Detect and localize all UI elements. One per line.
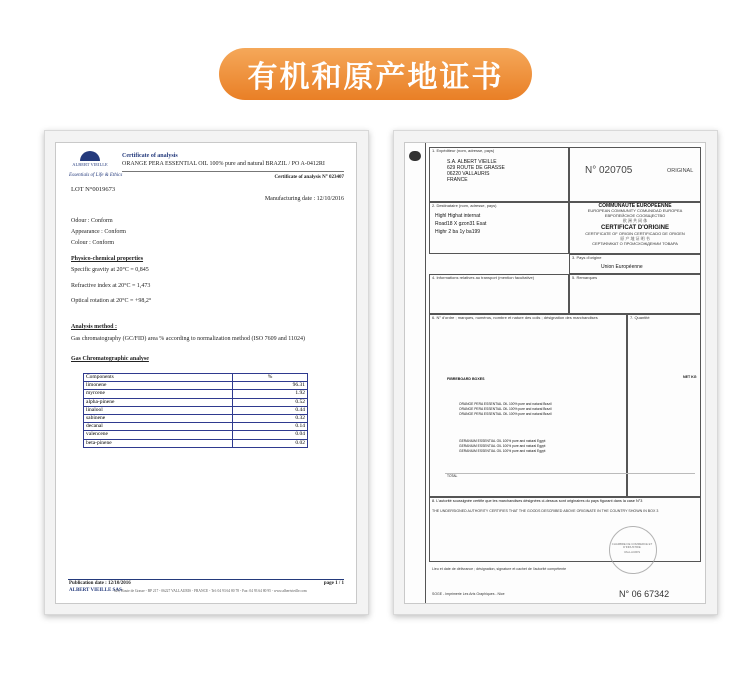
table-row (84, 406, 308, 414)
component-name: myrcene (84, 390, 233, 398)
box7-label: 7. Quantité (630, 315, 650, 320)
logo-subtitle: Essentials of Life & Ethics (69, 173, 123, 178)
product-name: ORANGE PERA ESSENTIAL OIL 100% pure and natural BRAZIL / PO A-0412RI (122, 161, 325, 167)
footer-company: ALBERT VIEILLE SAS (69, 588, 122, 593)
component-name: linalool (84, 406, 233, 414)
page-number: page 1 / 1 (323, 581, 344, 586)
total-rule (445, 473, 695, 474)
logo-name: ALBERT VIEILLE (72, 162, 108, 167)
certificate-line: CERTIFICATE OF ORIGIN CERTIFICADO DE ORIGEN (585, 231, 685, 236)
odour: Odour : Conform (71, 218, 113, 224)
table-row (84, 423, 308, 431)
left-strip (405, 143, 426, 603)
component-value: 0.52 (233, 398, 308, 406)
method-heading: Analysis method : (71, 324, 118, 330)
origin-country: Union Européenne (601, 264, 643, 270)
footer-address: 629, Route de Grasse - BP 217 - 06227 VALLAURIS - FRANCE - Tel: 04 93 64 80 78 - Fax: 04 93 64 80 95 - www.albertvieille.com (114, 588, 307, 593)
serial-number-top: N° 020705 (585, 165, 633, 176)
box-quantity (627, 314, 701, 497)
place-date-label: Lieu et date de délivrance ; désignation, signature et cachet de l'autorité compétente (432, 567, 567, 571)
component-name: alpha-pinene (84, 398, 233, 406)
community-line: EUROPEAN COMMUNITY COMUNIDAD EUROPEA (587, 208, 683, 213)
goods-line: ORANGE PERA ESSENTIAL OIL 100% pure and natural Brazil (459, 407, 552, 411)
consignee-line: Highl Highat internat (435, 213, 481, 219)
table-row (84, 414, 308, 422)
component-value: 0.14 (233, 423, 308, 431)
serial-number-bottom: N° 06 67342 (619, 589, 670, 599)
method-text: Gas chromatography (GC/FID) area % according to normalization method (ISO 7609 and 11024) (71, 336, 306, 342)
box4-label: 4. Informations relatives au transport (mention facultative) (432, 275, 535, 280)
components-table (83, 373, 308, 448)
component-value: 0.04 (233, 431, 308, 439)
sender-line: FRANCE (447, 177, 468, 183)
appearance: Appearance : Conform (71, 229, 126, 235)
component-name: limonene (84, 382, 233, 390)
component-value: 0.02 (233, 439, 308, 447)
goods-line: ORANGE PERA ESSENTIAL OIL 100% pure and natural Brazil (459, 412, 552, 416)
certificate-line: 原 产 地 证 明 书 (620, 236, 650, 241)
lot-number: LOT N°0019673 (71, 186, 116, 193)
component-name: decanal (84, 423, 233, 431)
goods-line: GERANIUM ESSENTIAL OIL 100% pure and natural Egypt (459, 439, 546, 443)
table-row (84, 390, 308, 398)
printer-line: SOGE - Imprimerie Les Arts Graphiques - Nice (432, 592, 505, 596)
box1-label: 1. Expéditeur (nom, adresse, pays) (432, 148, 495, 153)
company-logo (69, 151, 111, 171)
consignee-line: Road18 X gzon31 Esat (435, 221, 487, 227)
component-name: sabinene (84, 414, 233, 422)
table-row (84, 431, 308, 439)
stamp-text: CHAMBRE DE COMMERCE ET D'INDUSTRIE (611, 542, 653, 550)
publication-date: Publication date : 12/10/2016 (69, 581, 131, 586)
net-kg-label: NET KG (683, 375, 697, 379)
table-header-row (84, 374, 308, 382)
table-row (84, 439, 308, 447)
component-value: 0.32 (233, 414, 308, 422)
goods-line: GERANIUM ESSENTIAL OIL 100% pure and natural Egypt (459, 449, 546, 453)
manufacturing-date: Manufacturing date : 12/10/2016 (264, 196, 344, 202)
table-row (84, 382, 308, 390)
consignee-line: Highr 2 ba 1y ba199 (435, 229, 481, 235)
goods-line: GERANIUM ESSENTIAL OIL 100% pure and natural Egypt (459, 444, 546, 448)
banner-title: 有机和原产地证书 (247, 60, 504, 95)
box5-label: 5. Remarques (572, 275, 598, 280)
stamp-city: VALLAURIS (623, 550, 641, 554)
certificate-line: СЕРТИФИКАТ О ПРОИСХОЖДЕНИИ ТОВАРА (592, 241, 678, 246)
cci-logo (409, 151, 421, 161)
box-certification (429, 497, 701, 562)
box6-label: 6. N° d'ordre ; marques, numéros, nombre et nature des colis ; désignation des marchandises (432, 315, 598, 320)
colour: Colour : Conform (71, 240, 114, 246)
physico-heading: Physico-chemical properties (71, 256, 144, 262)
component-name: beta-pinene (84, 439, 233, 447)
community-title: COMMUNAUTE EUROPEENNE (598, 203, 672, 209)
community-line: 欧 洲 共 同 体 (622, 218, 648, 223)
goods-line: ORANGE PERA ESSENTIAL OIL 100% pure and natural Brazil (459, 402, 552, 406)
original-label: ORIGINAL (667, 168, 694, 174)
sender-line: S.A. ALBERT VIEILLE (447, 159, 497, 165)
component-name: valencene (84, 431, 233, 439)
refractive-index: Refractive index at 20°C = 1,473 (71, 283, 151, 289)
certificate-number: Certificate of analysis N° 023407 (274, 175, 344, 180)
box2-label: 2. Destinataire (nom, adresse, pays) (432, 203, 497, 208)
doc-title: Certificate of analysis (122, 153, 178, 159)
goods-heading: FIBREBOARD BOXES (447, 377, 485, 381)
analysis-document (55, 142, 357, 604)
table-row (84, 398, 308, 406)
total-label: TOTAL (447, 474, 458, 478)
component-value: 0.44 (233, 406, 308, 414)
box8-english: THE UNDERSIGNED AUTHORITY CERTIFIES THAT THE GOODS DESCRIBED ABOVE ORIGINATE IN THE COUNTRY SHOWN IN BOX 3 (432, 509, 659, 513)
component-value: 96.31 (233, 382, 308, 390)
specific-gravity: Specific gravity at 20°C = 0,845 (71, 267, 149, 273)
community-line: ЕВРОПЕЙСКОЕ СООБЩЕСТВО (604, 213, 666, 218)
sender-line: 06220 VALLAURIS (447, 171, 490, 177)
table-header-cell: % (233, 374, 308, 382)
page-banner (219, 48, 532, 100)
origin-document (404, 142, 706, 604)
gc-heading: Gas Chromatographic analyse (71, 356, 149, 362)
table-header-cell: Components (84, 374, 233, 382)
certificate-title: CERTIFICAT D'ORIGINE (601, 225, 669, 231)
sender-line: 629 ROUTE DE GRASSE (447, 165, 505, 171)
box-consignee (429, 202, 569, 254)
component-value: 1.92 (233, 390, 308, 398)
box3-label: 3. Pays d'origine (572, 255, 602, 260)
optical-rotation: Optical rotation at 20°C = +98,2° (71, 298, 152, 304)
box8-label: 8. L'autorité soussignée certifie que les marchandises désignées ci-dessus sont originaires du pays figurant dans la case N°3 (432, 499, 643, 503)
